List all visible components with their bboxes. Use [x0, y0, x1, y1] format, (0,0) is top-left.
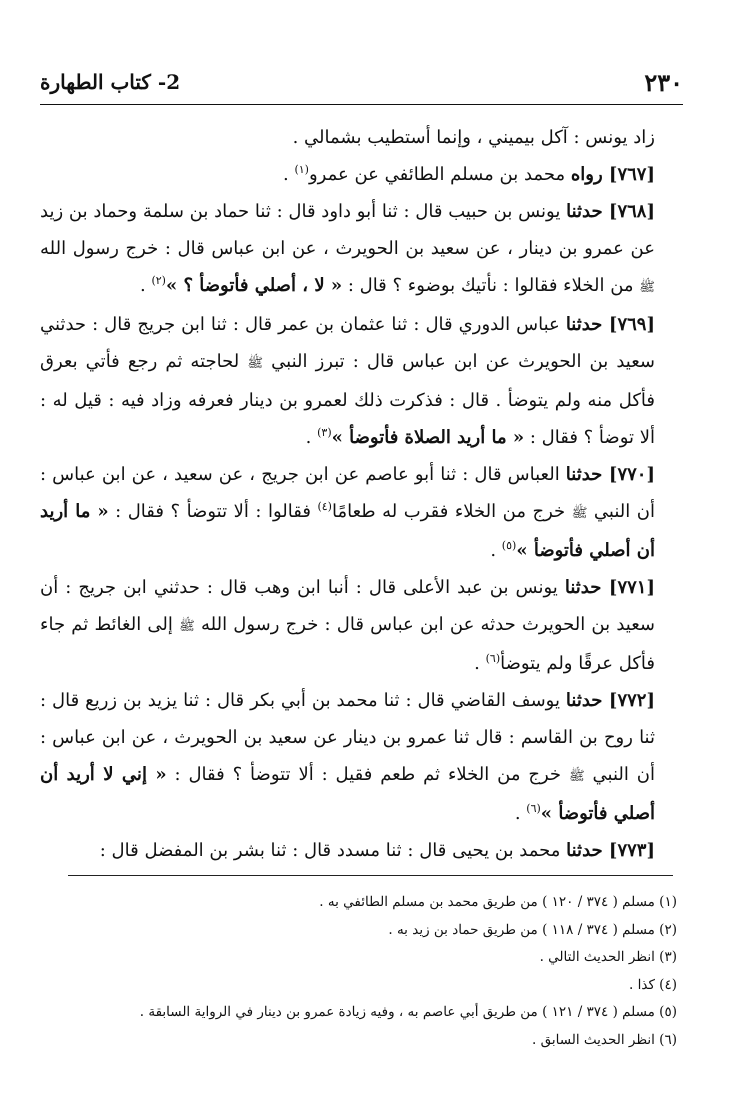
hadith-number: [٧٦٧]: [602, 164, 655, 185]
footnote-separator: [40, 875, 683, 885]
text-run: من الخلاء فقالوا : نأتيك بوضوء ؟ قال :: [342, 275, 640, 296]
hadith-770: [40, 456, 683, 569]
text-run: خرج من الخلاء فقرب له طعامًا: [331, 501, 572, 522]
narration-keyword: حدثنا: [566, 201, 603, 222]
paragraph-continuation: [40, 119, 683, 156]
salutation-glyph: ﷺ: [571, 506, 588, 521]
text-run: يونس بن عبد الأعلى قال : أنبا ابن وهب قال : حدثني ابن جريج : أن سعيد بن الحويرث حدثه عن ابن عباس قال : خرج رسول الله: [40, 577, 655, 635]
footnote-ref: (٥): [501, 539, 517, 552]
text-run: .: [282, 164, 295, 185]
hadith-768: [40, 193, 683, 306]
narration-keyword: رواه: [570, 164, 603, 185]
text-run: .: [474, 653, 486, 674]
footnote-ref: (٦): [526, 802, 541, 815]
narration-keyword: حدثنا: [564, 577, 602, 598]
prophetic-saying: « ما أريد الصلاة فأتوضأ »: [331, 427, 525, 448]
footnote-ref: (٤): [317, 500, 332, 513]
text-run: لحاجته ثم رجع فأتي بعرق فأكل منه ولم يتوضأ . قال : فذكرت ذلك لعمرو بن دينار فعرفه وزاد فيه : قيل له : ألا توضأ ؟ فقال :: [40, 351, 655, 448]
narration-keyword: حدثنا: [565, 464, 603, 485]
salutation-glyph: ﷺ: [247, 356, 264, 371]
text-run: .: [305, 427, 318, 448]
running-title: 2- كتاب الطهارة: [40, 70, 181, 94]
hadith-number: [٧٦٨]: [602, 201, 655, 222]
footnotes: [40, 885, 683, 1054]
text-run: محمد بن مسلم الطائفي عن عمرو: [308, 164, 571, 185]
narration-keyword: حدثنا: [566, 840, 603, 861]
hadith-769: [40, 306, 683, 456]
footnote-4: (٤) كذا .: [629, 976, 677, 993]
text-run: محمد بن يحيى قال : ثنا مسدد قال : ثنا بشر بن المفضل قال :: [99, 840, 567, 861]
footnote-ref: (١): [294, 163, 309, 176]
footnote-3: (٣) انظر الحديث التالي .: [539, 949, 677, 965]
footnote-2: (٢) مسلم ( ٣٧٤ / ١١٨ ) من طريق حماد بن زيد به .: [388, 921, 677, 938]
salutation-glyph: ﷺ: [568, 769, 585, 784]
footnote-ref: (٦): [485, 652, 501, 665]
prophetic-saying: « لا ، أصلي فأتوضأ ؟ »: [165, 275, 343, 296]
page-number: ٢٣٠: [644, 68, 683, 97]
footnote-ref: (٢): [151, 274, 166, 287]
footnote-5: (٥) مسلم ( ٣٧٤ / ١٢١ ) من طريق أبي عاصم به ، وفيه زيادة عمرو بن دينار في الرواية السابقة .: [139, 1004, 677, 1020]
prophetic-saying: « إني لا أريد أن أصلي فأتوضأ »: [40, 764, 655, 824]
text-run: يونس بن حبيب قال : ثنا أبو داود قال : ثنا حماد بن سلمة وحماد بن زيد عن عمرو بن دينار ، عن سعيد بن الحويرث ، عن ابن عباس قال : خرج رسول الله: [40, 201, 655, 259]
text-run: العباس قال : ثنا أبو عاصم عن ابن جريج ، عن سعيد ، عن ابن عباس : أن النبي: [40, 464, 655, 522]
hadith-number: [٧٧١]: [601, 577, 655, 598]
hadith-772: [40, 682, 683, 832]
hadith-767: [40, 156, 683, 193]
narration-keyword: حدثنا: [565, 314, 603, 335]
book-page: [40, 58, 683, 1068]
footnote-6: (٦) انظر الحديث السابق .: [531, 1031, 677, 1048]
hadith-number: [٧٧٢]: [602, 690, 655, 711]
text-run: يوسف القاضي قال : ثنا محمد بن أبي بكر قال : ثنا يزيد بن زريع قال : ثنا روح بن القاسم : قال ثنا عمرو بن دينار عن سعيد بن الحويرث ، عن ابن عباس : أن النبي: [40, 690, 655, 785]
text-run: خرج من الخلاء ثم طعم فقيل : ألا تتوضأ ؟ فقال :: [166, 764, 569, 785]
text-run: .: [490, 540, 502, 561]
footnote-ref: (٣): [317, 426, 332, 439]
hadith-773: [40, 832, 683, 869]
hadith-number: [٧٧٣]: [602, 840, 655, 861]
text-run: .: [139, 275, 152, 296]
main-text: [40, 105, 683, 869]
text-run: عباس الدوري قال : ثنا عثمان بن عمر قال : ثنا ابن جريج قال : حدثني سعيد بن الحويرث عن ابن عباس قال : تبرز النبي: [40, 314, 655, 372]
hadith-771: [40, 569, 683, 682]
salutation-glyph: ﷺ: [179, 619, 195, 634]
prophetic-saying: « ما أريد أن أصلي فأتوضأ »: [40, 501, 655, 561]
text-run: .: [514, 803, 527, 824]
text-run: إلى الغائط ثم جاء فأكل عرقًا ولم يتوضأ: [40, 614, 655, 674]
narration-keyword: حدثنا: [565, 690, 603, 711]
hadith-number: [٧٧٠]: [602, 464, 655, 485]
text-run: زاد يونس : آكل بيميني ، وإنما أستطيب بشمالي .: [292, 127, 655, 148]
hadith-number: [٧٦٩]: [602, 314, 655, 335]
text-run: فقالوا : ألا تتوضأ ؟ فقال :: [108, 501, 318, 522]
footnote-1: (١) مسلم ( ٣٧٤ / ١٢٠ ) من طريق محمد بن مسلم الطائفي به .: [319, 894, 677, 910]
salutation-glyph: ﷺ: [639, 280, 655, 295]
page-header: [40, 58, 683, 105]
